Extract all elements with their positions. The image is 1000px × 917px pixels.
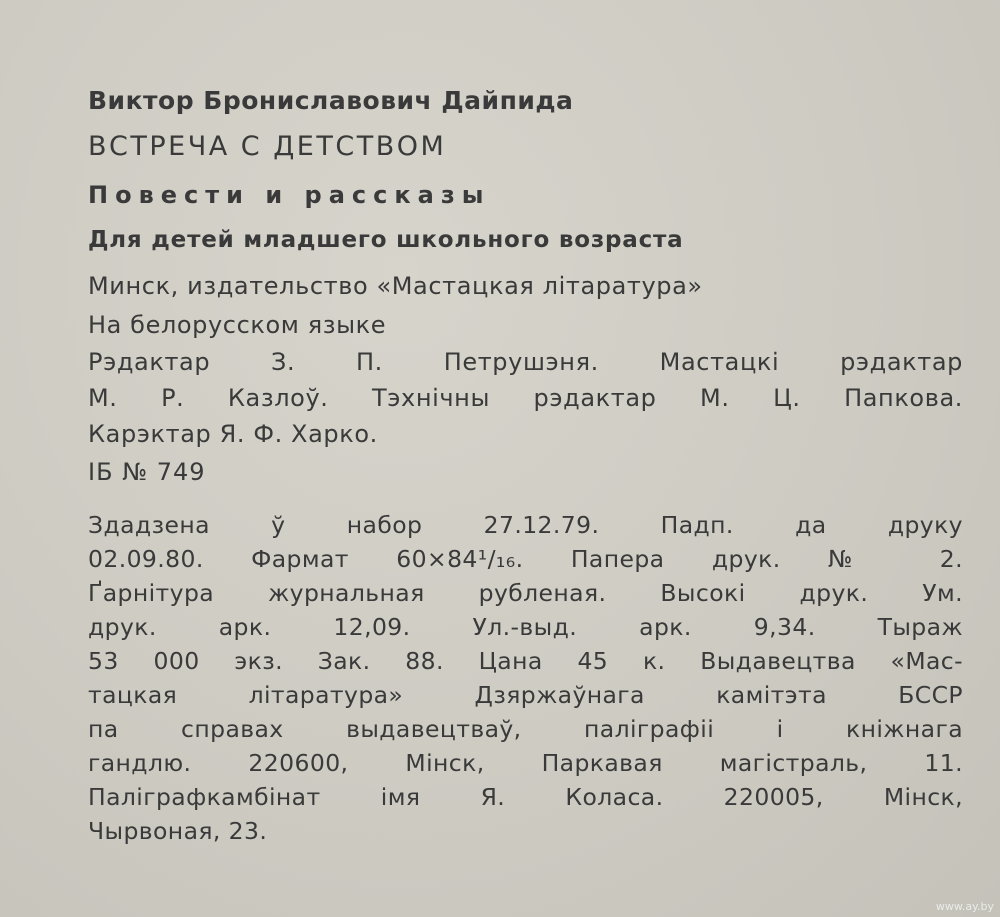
language-note: На белорусском языке (88, 311, 387, 339)
imprint-block (88, 508, 963, 848)
site-watermark: www.ay.by (935, 900, 994, 913)
publisher-line: Минск, издательство «Мастацкая літаратура» (88, 272, 703, 300)
ib-number: ІБ № 749 (88, 458, 206, 486)
imprint-line: Здадзена ў набор 27.12.79. Падп. да друку (88, 511, 963, 539)
editors-line: М. Р. Казлоў. Тэхнічны рэдактар М. Ц. Папкова. (88, 384, 963, 412)
book-subtitle: Повести и рассказы (88, 181, 491, 209)
imprint-line: Чырвоная, 23. (88, 817, 268, 845)
imprint-line: Ґарнітура журнальная рубленая. Высокі друк. Ум. (88, 579, 963, 607)
imprint-line: 53 000 экз. Зак. 88. Цана 45 к. Выдавецтва «Мас- (88, 647, 963, 675)
editors-credits (88, 344, 963, 452)
imprint-line: тацкая літаратура» Дзяржаўнага камітэта БССР (88, 681, 963, 709)
target-audience: Для детей младшего школьного возраста (88, 227, 684, 253)
imprint-line: 02.09.80. Фармат 60×84¹/₁₆. Папера друк. № 2. (88, 545, 963, 573)
imprint-line: гандлю. 220600, Мінск, Паркавая магістраль, 11. (88, 749, 963, 777)
author-name: Виктор Брониславович Дайпида (88, 86, 574, 115)
imprint-line: па справах выдавецтваў, паліграфіі і кніжнага (88, 715, 963, 743)
editors-line: Карэктар Я. Ф. Харко. (88, 420, 378, 448)
imprint-line: Паліграфкамбінат імя Я. Коласа. 220005, Мінск, (88, 783, 963, 811)
editors-line: Рэдактар З. П. Петрушэня. Мастацкі рэдактар (88, 348, 963, 376)
imprint-line: друк. арк. 12,09. Ул.-выд. арк. 9,34. Тыраж (88, 613, 963, 641)
book-title: ВСТРЕЧА С ДЕТСТВОМ (88, 131, 447, 162)
